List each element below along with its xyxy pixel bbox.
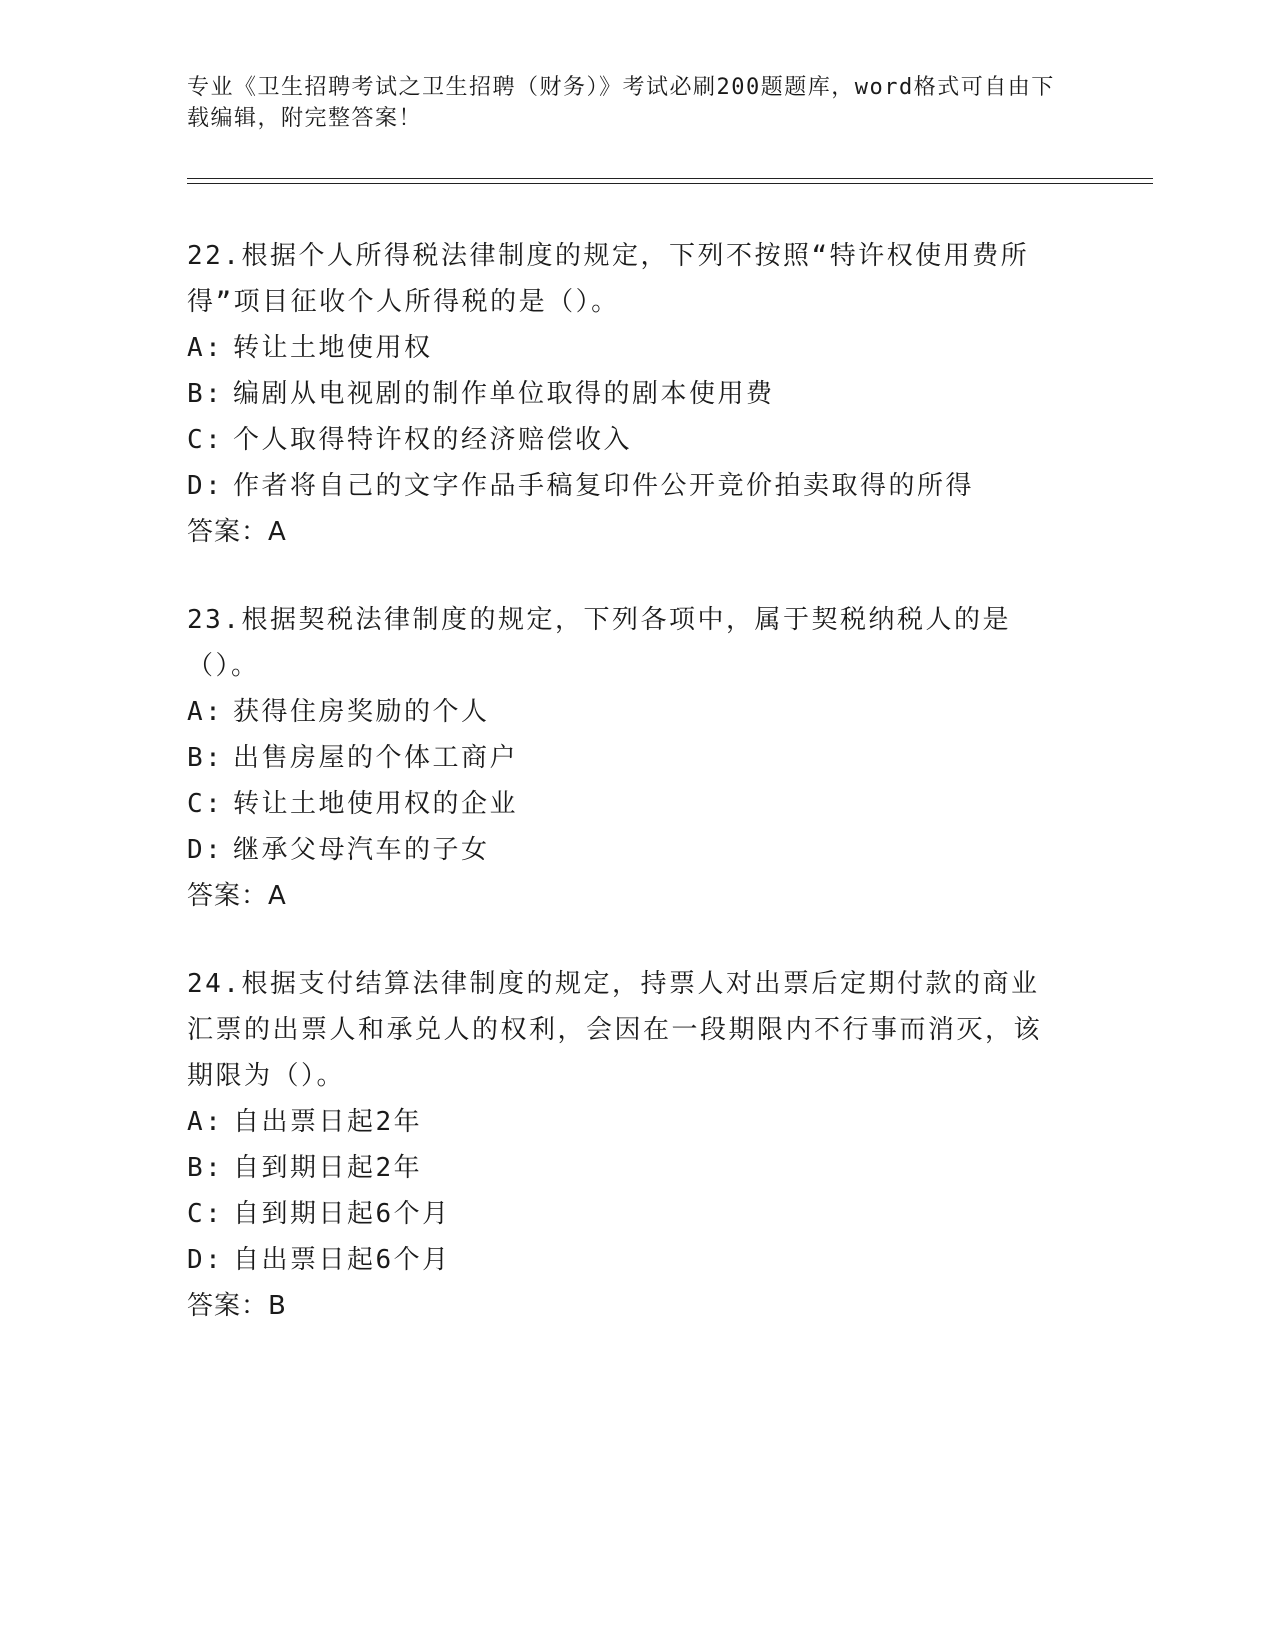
option-key: D: [187,471,224,501]
option-text: 出售房屋的个体工商户 [233,743,519,773]
option-text: 作者将自己的文字作品手稿复印件公开竞价拍卖取得的所得 [233,471,975,501]
option-b [187,1145,1067,1191]
question-text: 22.根据个人所得税法律制度的规定，下列不按照“特许权使用费所得”项目征收个人所得税的是（）。 [187,241,1030,317]
option-a [187,1099,1067,1145]
header-divider-top [187,178,1153,179]
option-key: C: [187,1199,224,1229]
option-text: 转让土地使用权 [233,333,433,363]
option-d [187,1237,1067,1283]
option-b [187,735,1067,781]
option-key: B: [187,379,224,409]
option-text: 自到期日起6个月 [233,1199,451,1229]
question-24 [187,961,1067,1329]
answer: 答案：A [187,517,287,547]
option-key: A: [187,1107,224,1137]
option-text: 个人取得特许权的经济赔偿收入 [233,425,633,455]
option-key: B: [187,1153,224,1183]
option-c [187,1191,1067,1237]
question-text: 23.根据契税法律制度的规定，下列各项中，属于契税纳税人的是（）。 [187,605,1011,681]
option-key: D: [187,1245,224,1275]
question-text: 24.根据支付结算法律制度的规定，持票人对出票后定期付款的商业汇票的出票人和承兑人的权利，会因在一段期限内不行事而消灭，该期限为（）。 [187,969,1043,1091]
question-23 [187,597,1067,919]
option-d [187,827,1067,873]
option-text: 自出票日起6个月 [233,1245,451,1275]
option-text: 自出票日起2年 [233,1107,423,1137]
option-key: B: [187,743,224,773]
option-key: D: [187,835,224,865]
option-key: C: [187,425,224,455]
option-text: 自到期日起2年 [233,1153,423,1183]
option-text: 继承父母汽车的子女 [233,835,490,865]
option-key: C: [187,789,224,819]
option-a [187,689,1067,735]
option-text: 编剧从电视剧的制作单位取得的剧本使用费 [233,379,775,409]
option-key: A: [187,697,224,727]
option-c [187,781,1067,827]
answer: 答案：B [187,1291,287,1321]
option-text: 转让土地使用权的企业 [233,789,519,819]
option-b [187,371,1067,417]
option-c [187,417,1067,463]
option-text: 获得住房奖励的个人 [233,697,490,727]
option-a [187,325,1067,371]
header-divider-bottom [187,183,1153,184]
question-22 [187,233,1067,555]
answer: 答案：A [187,881,287,911]
option-d [187,463,1067,509]
option-key: A: [187,333,224,363]
document-header: 专业《卫生招聘考试之卫生招聘（财务）》考试必刷200题题库，word格式可自由下载编辑，附完整答案！ [187,75,1055,131]
